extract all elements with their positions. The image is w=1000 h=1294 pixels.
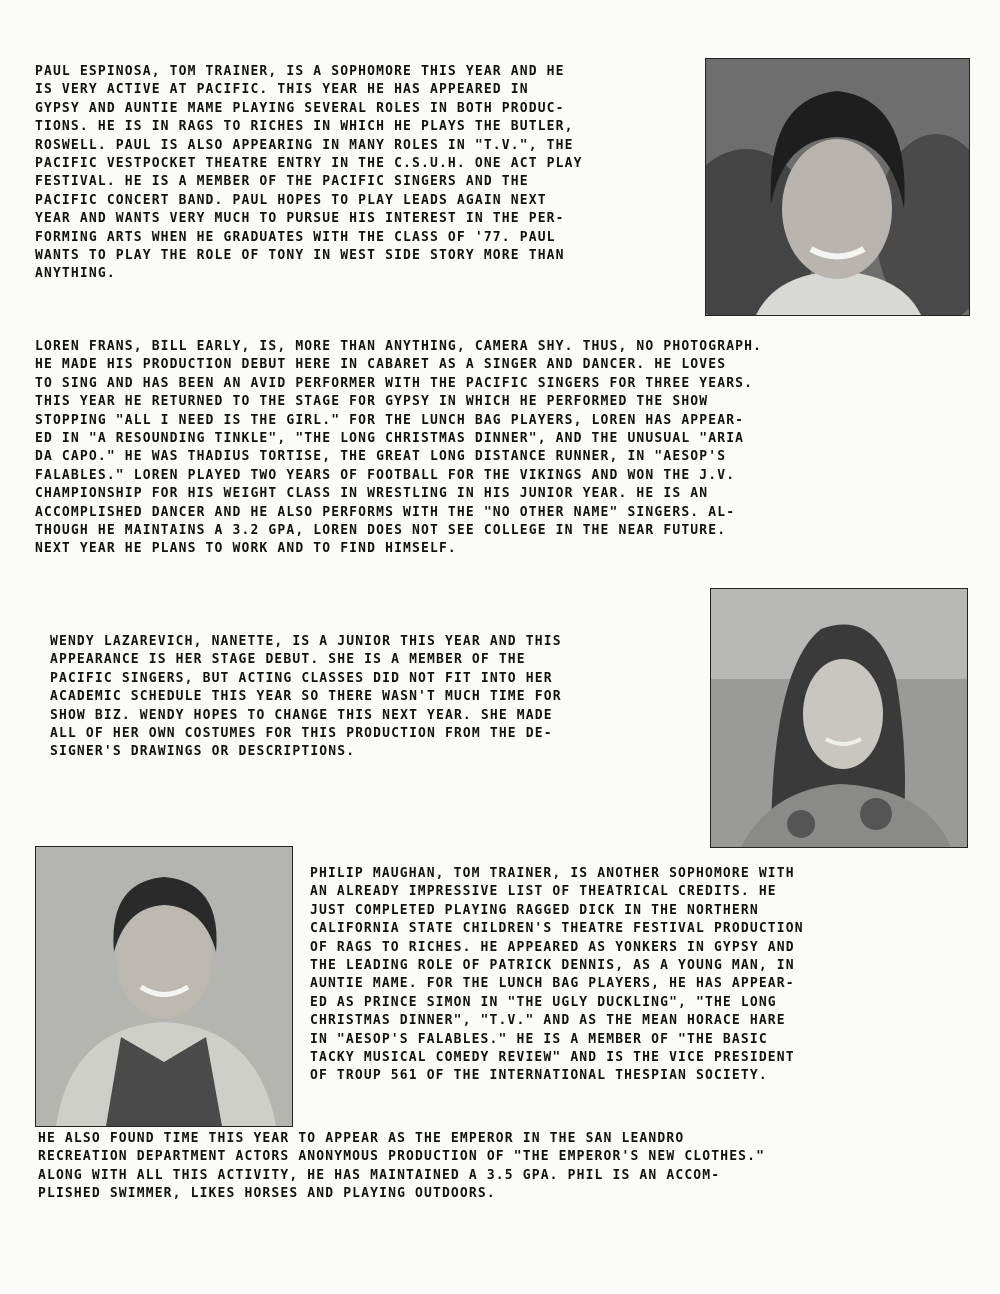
bio-line: AUNTIE MAME. FOR THE LUNCH BAG PLAYERS, HE HAS APPEAR- xyxy=(310,976,795,992)
bio-philip-maughan-full xyxy=(38,1130,765,1204)
bio-line: FORMING ARTS WHEN HE GRADUATES WITH THE CLASS OF '77. PAUL xyxy=(35,229,556,245)
bio-line: NEXT YEAR HE PLANS TO WORK AND TO FIND HIMSELF. xyxy=(35,541,457,557)
bio-paul-espinosa xyxy=(35,63,583,284)
bio-line: SHOW BIZ. WENDY HOPES TO CHANGE THIS NEXT YEAR. SHE MADE xyxy=(50,707,553,723)
bio-line: PACIFIC VESTPOCKET THEATRE ENTRY IN THE C.S.U.H. ONE ACT PLAY xyxy=(35,156,583,172)
bio-line: PAUL ESPINOSA, TOM TRAINER, IS A SOPHOMORE THIS YEAR AND HE xyxy=(35,64,565,79)
photo-wendy-lazarevich xyxy=(710,588,968,848)
bio-line: APPEARANCE IS HER STAGE DEBUT. SHE IS A MEMBER OF THE xyxy=(50,652,526,668)
bio-line: CHAMPIONSHIP FOR HIS WEIGHT CLASS IN WRESTLING IN HIS JUNIOR YEAR. HE IS AN xyxy=(35,486,709,502)
bio-line: LOREN FRANS, BILL EARLY, IS, MORE THAN ANYTHING, CAMERA SHY. THUS, NO PHOTOGRAPH. xyxy=(35,339,763,354)
bio-line: YEAR AND WANTS VERY MUCH TO PURSUE HIS INTEREST IN THE PER- xyxy=(35,211,565,227)
bio-philip-maughan-side xyxy=(310,865,804,1086)
bio-line: HE MADE HIS PRODUCTION DEBUT HERE IN CABARET AS A SINGER AND DANCER. HE LOVES xyxy=(35,357,727,373)
bio-line: WANTS TO PLAY THE ROLE OF TONY IN WEST SIDE STORY MORE THAN xyxy=(35,248,565,264)
bio-line: THOUGH HE MAINTAINS A 3.2 GPA, LOREN DOES NOT SEE COLLEGE IN THE NEAR FUTURE. xyxy=(35,523,727,539)
bio-line: ALONG WITH ALL THIS ACTIVITY, HE HAS MAINTAINED A 3.5 GPA. PHIL IS AN ACCOM- xyxy=(38,1167,721,1183)
bio-loren-frans xyxy=(35,338,762,559)
bio-wendy-lazarevich xyxy=(50,633,562,762)
bio-line: AN ALREADY IMPRESSIVE LIST OF THEATRICAL CREDITS. HE xyxy=(310,884,777,900)
bio-line: HE ALSO FOUND TIME THIS YEAR TO APPEAR AS THE EMPEROR IN THE SAN LEANDRO xyxy=(38,1131,685,1146)
bio-line: ACCOMPLISHED DANCER AND HE ALSO PERFORMS WITH THE "NO OTHER NAME" SINGERS. AL- xyxy=(35,504,736,520)
bio-line: PHILIP MAUGHAN, TOM TRAINER, IS ANOTHER SOPHOMORE WITH xyxy=(310,866,795,881)
bio-line: CALIFORNIA STATE CHILDREN'S THEATRE FESTIVAL PRODUCTION xyxy=(310,921,804,937)
bio-line: SIGNER'S DRAWINGS OR DESCRIPTIONS. xyxy=(50,744,356,760)
bio-line: ACADEMIC SCHEDULE THIS YEAR SO THERE WASN'T MUCH TIME FOR xyxy=(50,689,562,705)
bio-line: GYPSY AND AUNTIE MAME PLAYING SEVERAL ROLES IN BOTH PRODUC- xyxy=(35,100,565,116)
bio-line: PACIFIC CONCERT BAND. PAUL HOPES TO PLAY LEADS AGAIN NEXT xyxy=(35,192,547,208)
bio-line: PLISHED SWIMMER, LIKES HORSES AND PLAYING OUTDOORS. xyxy=(38,1186,496,1202)
bio-line: THE LEADING ROLE OF PATRICK DENNIS, AS A YOUNG MAN, IN xyxy=(310,958,795,974)
bio-line: WENDY LAZAREVICH, NANETTE, IS A JUNIOR THIS YEAR AND THIS xyxy=(50,634,562,649)
photo-paul-espinosa xyxy=(705,58,970,316)
bio-line: ED AS PRINCE SIMON IN "THE UGLY DUCKLING", "THE LONG xyxy=(310,994,777,1010)
bio-line: ED IN "A RESOUNDING TINKLE", "THE LONG CHRISTMAS DINNER", AND THE UNUSUAL "ARIA xyxy=(35,431,745,447)
bio-line: STOPPING "ALL I NEED IS THE GIRL." FOR THE LUNCH BAG PLAYERS, LOREN HAS APPEAR- xyxy=(35,412,745,428)
bio-line: ALL OF HER OWN COSTUMES FOR THIS PRODUCTION FROM THE DE- xyxy=(50,726,553,742)
bio-line: TACKY MUSICAL COMEDY REVIEW" AND IS THE VICE PRESIDENT xyxy=(310,1050,795,1066)
bio-line: IS VERY ACTIVE AT PACIFIC. THIS YEAR HE HAS APPEARED IN xyxy=(35,82,529,98)
bio-line: OF TROUP 561 OF THE INTERNATIONAL THESPIAN SOCIETY. xyxy=(310,1068,768,1084)
bio-line: FALABLES." LOREN PLAYED TWO YEARS OF FOOTBALL FOR THE VIKINGS AND WON THE J.V. xyxy=(35,467,736,483)
bio-line: OF RAGS TO RICHES. HE APPEARED AS YONKERS IN GYPSY AND xyxy=(310,939,795,955)
bio-line: TO SING AND HAS BEEN AN AVID PERFORMER WITH THE PACIFIC SINGERS FOR THREE YEARS. xyxy=(35,375,754,391)
photo-philip-maughan xyxy=(35,846,293,1127)
bio-line: RECREATION DEPARTMENT ACTORS ANONYMOUS PRODUCTION OF "THE EMPEROR'S NEW CLOTHES." xyxy=(38,1149,766,1165)
bio-line: ANYTHING. xyxy=(35,266,116,282)
bio-line: CHRISTMAS DINNER", "T.V." AND AS THE MEAN HORACE HARE xyxy=(310,1013,786,1029)
bio-line: DA CAPO." HE WAS THADIUS TORTISE, THE GREAT LONG DISTANCE RUNNER, IN "AESOP'S xyxy=(35,449,727,465)
bio-line: IN "AESOP'S FALABLES." HE IS A MEMBER OF "THE BASIC xyxy=(310,1031,768,1047)
bio-line: PACIFIC SINGERS, BUT ACTING CLASSES DID NOT FIT INTO HER xyxy=(50,670,553,686)
bio-line: THIS YEAR HE RETURNED TO THE STAGE FOR GYPSY IN WHICH HE PERFORMED THE SHOW xyxy=(35,394,709,410)
bio-line: JUST COMPLETED PLAYING RAGGED DICK IN THE NORTHERN xyxy=(310,902,759,918)
bio-line: ROSWELL. PAUL IS ALSO APPEARING IN MANY ROLES IN "T.V.", THE xyxy=(35,137,574,153)
bio-line: FESTIVAL. HE IS A MEMBER OF THE PACIFIC SINGERS AND THE xyxy=(35,174,529,190)
bio-line: TIONS. HE IS IN RAGS TO RICHES IN WHICH HE PLAYS THE BUTLER, xyxy=(35,119,574,135)
